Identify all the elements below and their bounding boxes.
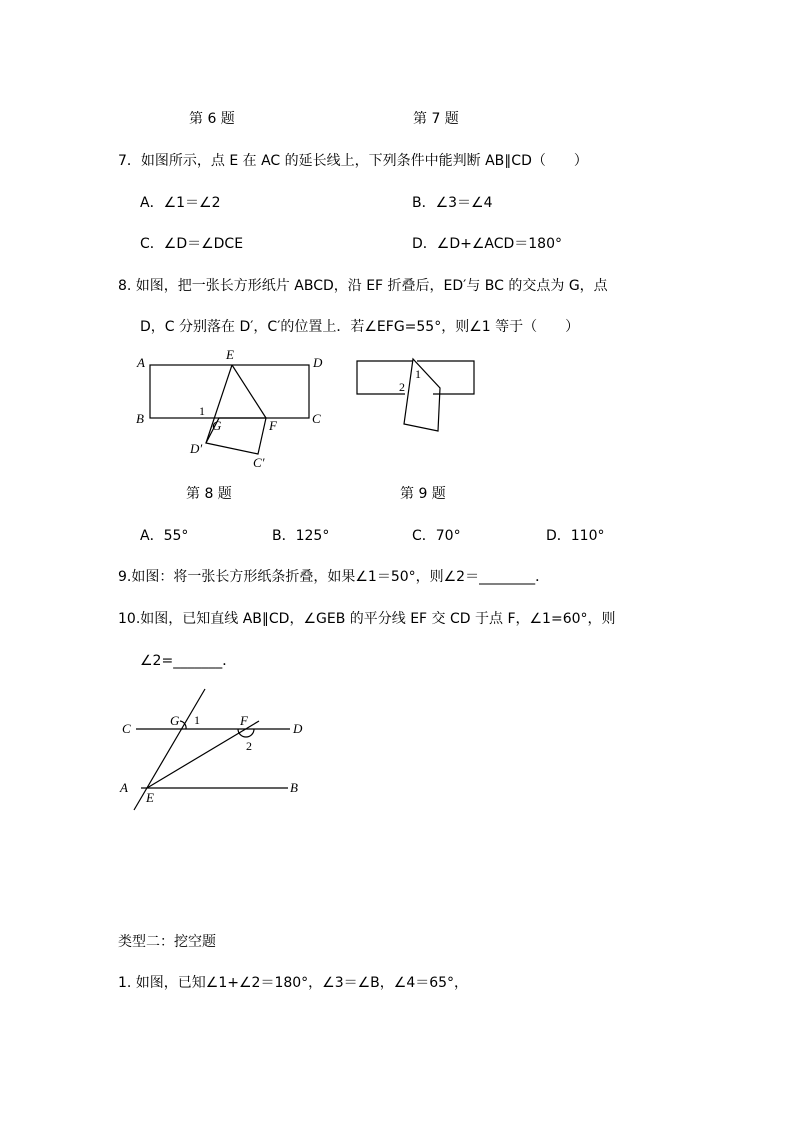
q7-stem: 7．如图所示，点 E 在 AC 的延长线上，下列条件中能判断 AB∥CD（ ）	[118, 153, 588, 169]
fig8-label-d: D	[313, 355, 323, 370]
caption-fig9: 第 9 题	[400, 486, 446, 502]
caption-fig7: 第 7 题	[413, 111, 459, 127]
q7-option-b: B．∠3＝∠4	[412, 195, 493, 211]
fig8-label-c: C	[312, 411, 321, 426]
fig8-label-cprime: C′	[253, 455, 265, 470]
q8-option-c: C．70°	[412, 528, 461, 544]
section2-title: 类型二：挖空题	[118, 934, 216, 950]
fig8-line-ef	[232, 365, 266, 418]
q7-option-a: A．∠1＝∠2	[140, 195, 221, 211]
fig8-label-a: A	[137, 355, 145, 370]
q8-option-a: A．55°	[140, 528, 189, 544]
q10-stem-line2: ∠2=_______．	[140, 653, 237, 669]
figure-10	[118, 688, 318, 818]
q10-stem-line1: 10.如图，已知直线 AB∥CD，∠GEB 的平分线 EF 交 CD 于点 F，∠1=60°，则	[118, 611, 616, 627]
fig10-label-g: G	[170, 713, 180, 728]
figure-9	[352, 352, 482, 442]
fig10-label-a: A	[120, 780, 128, 795]
fig10-label-b: B	[290, 780, 298, 795]
fig10-transversal	[134, 689, 205, 810]
q8-option-d: D．110°	[546, 528, 605, 544]
fig9-folded-part	[404, 359, 440, 431]
q8-option-b: B．125°	[272, 528, 330, 544]
fig9-strip-right	[417, 361, 474, 394]
fig10-angle-arc-2	[238, 729, 254, 737]
q8-stem-line1: 8. 如图，把一张长方形纸片 ABCD，沿 EF 折叠后，ED′与 BC 的交点为 G，点	[118, 278, 608, 294]
fig9-label-1: 1	[415, 367, 421, 381]
q9-stem: 9.如图：将一张长方形纸条折叠，如果∠1＝50°，则∠2＝________．	[118, 569, 550, 585]
fig10-label-f: F	[240, 713, 248, 728]
q7-option-c: C．∠D＝∠DCE	[140, 236, 244, 252]
q7-option-d: D．∠D+∠ACD＝180°	[412, 236, 563, 252]
fig8-label-b: B	[136, 411, 144, 426]
caption-fig6: 第 6 题	[189, 111, 235, 127]
fig10-label-d: D	[293, 721, 303, 736]
fig9-label-2: 2	[399, 380, 405, 394]
fig10-label-e: E	[146, 790, 154, 805]
fig8-label-e: E	[226, 347, 234, 362]
fig10-label-1: 1	[194, 713, 200, 727]
section2-q1-stem: 1. 如图，已知∠1+∠2＝180°，∠3＝∠B，∠4＝65°，	[118, 975, 469, 991]
fig8-label-f: F	[269, 418, 277, 433]
figure-8	[130, 345, 330, 475]
fig8-label-dprime: D′	[190, 441, 203, 456]
caption-fig8: 第 8 题	[186, 486, 232, 502]
fig8-label-g: G	[212, 418, 222, 433]
fig10-label-c: C	[122, 721, 131, 736]
fig10-label-2: 2	[246, 739, 252, 753]
fig10-bisector-ef	[147, 721, 259, 788]
fig8-label-1: 1	[199, 404, 205, 418]
q8-stem-line2: D，C 分别落在 D′，C′的位置上．若∠EFG=55°，则∠1 等于（ ）	[140, 319, 580, 335]
